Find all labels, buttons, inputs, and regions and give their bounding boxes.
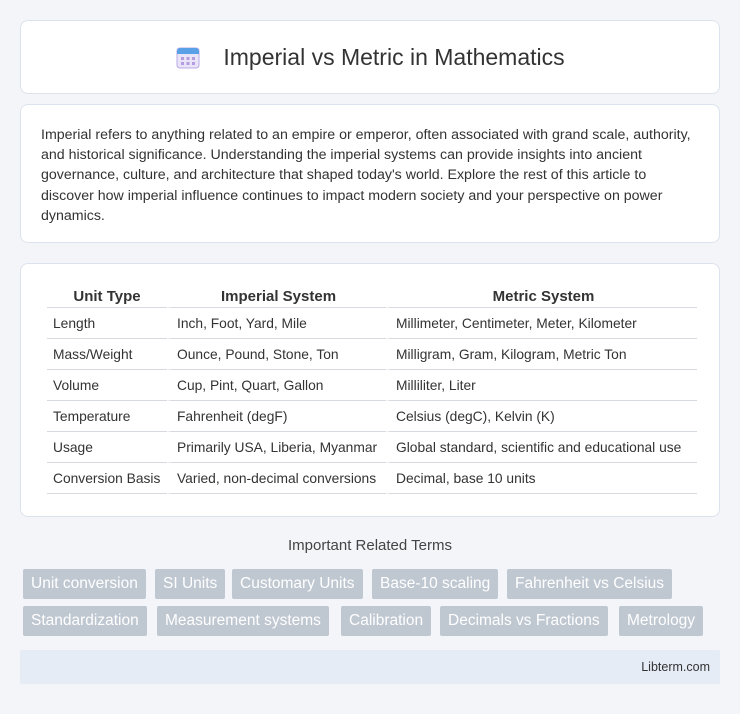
- footer-link[interactable]: Libterm.com: [641, 660, 710, 674]
- table-row: [47, 339, 697, 370]
- footer: [20, 650, 720, 684]
- term-tag[interactable]: Metrology: [619, 606, 703, 636]
- term-tag[interactable]: Fahrenheit vs Celsius: [507, 569, 672, 599]
- table-cell: Temperature: [47, 401, 167, 432]
- table-cell: Primarily USA, Liberia, Myanmar: [167, 432, 386, 463]
- table-cell: Millimeter, Centimeter, Meter, Kilometer: [386, 308, 697, 339]
- calendar-icon: [175, 44, 201, 70]
- term-tag[interactable]: Measurement systems: [157, 606, 329, 636]
- table-cell: Global standard, scientific and educational use: [386, 432, 697, 463]
- term-tag[interactable]: Calibration: [341, 606, 431, 636]
- table-cell: Length: [47, 308, 167, 339]
- table-cell: Decimal, base 10 units: [386, 463, 697, 494]
- term-tag[interactable]: Customary Units: [232, 569, 363, 599]
- table-cell: Milliliter, Liter: [386, 370, 697, 401]
- table-cell: Mass/Weight: [47, 339, 167, 370]
- table-cell: Volume: [47, 370, 167, 401]
- table-row: [47, 370, 697, 401]
- intro-text: Imperial refers to anything related to an empire or emperor, often associated with grand scale, authority, and historical significance. Understanding the imperial systems can provide insights into ancient governance, culture, and architecture that shaped today's world. Explore the rest of this article to discover how imperial influence continues to impact modern society and your perspective on power dynamics.: [41, 127, 691, 224]
- table-cell: Usage: [47, 432, 167, 463]
- table-cell: Varied, non-decimal conversions: [167, 463, 386, 494]
- table-cell: Conversion Basis: [47, 463, 167, 494]
- table-row: [47, 463, 697, 494]
- term-tag[interactable]: Unit conversion: [23, 569, 146, 599]
- table-cell: Celsius (degC), Kelvin (K): [386, 401, 697, 432]
- term-tag[interactable]: Decimals vs Fractions: [440, 606, 608, 636]
- column-header: Metric System: [386, 286, 697, 308]
- table-cell: Fahrenheit (degF): [167, 401, 386, 432]
- table-cell: Cup, Pint, Quart, Gallon: [167, 370, 386, 401]
- term-tag[interactable]: Standardization: [23, 606, 147, 636]
- comparison-table: [47, 286, 697, 494]
- column-header: Imperial System: [167, 286, 386, 308]
- table-row: [47, 308, 697, 339]
- term-tag[interactable]: Base-10 scaling: [372, 569, 498, 599]
- page-title: Imperial vs Metric in Mathematics: [223, 43, 565, 70]
- table-header-row: [47, 286, 697, 308]
- comparison-table-card: [20, 263, 720, 517]
- related-terms-title: Important Related Terms: [288, 537, 452, 554]
- term-tag[interactable]: SI Units: [155, 569, 225, 599]
- table-row: [47, 401, 697, 432]
- table-row: [47, 432, 697, 463]
- table-cell: Inch, Foot, Yard, Mile: [167, 308, 386, 339]
- header-card: [20, 20, 720, 94]
- table-cell: Milligram, Gram, Kilogram, Metric Ton: [386, 339, 697, 370]
- column-header: Unit Type: [47, 286, 167, 308]
- intro-card: [20, 104, 720, 243]
- table-cell: Ounce, Pound, Stone, Ton: [167, 339, 386, 370]
